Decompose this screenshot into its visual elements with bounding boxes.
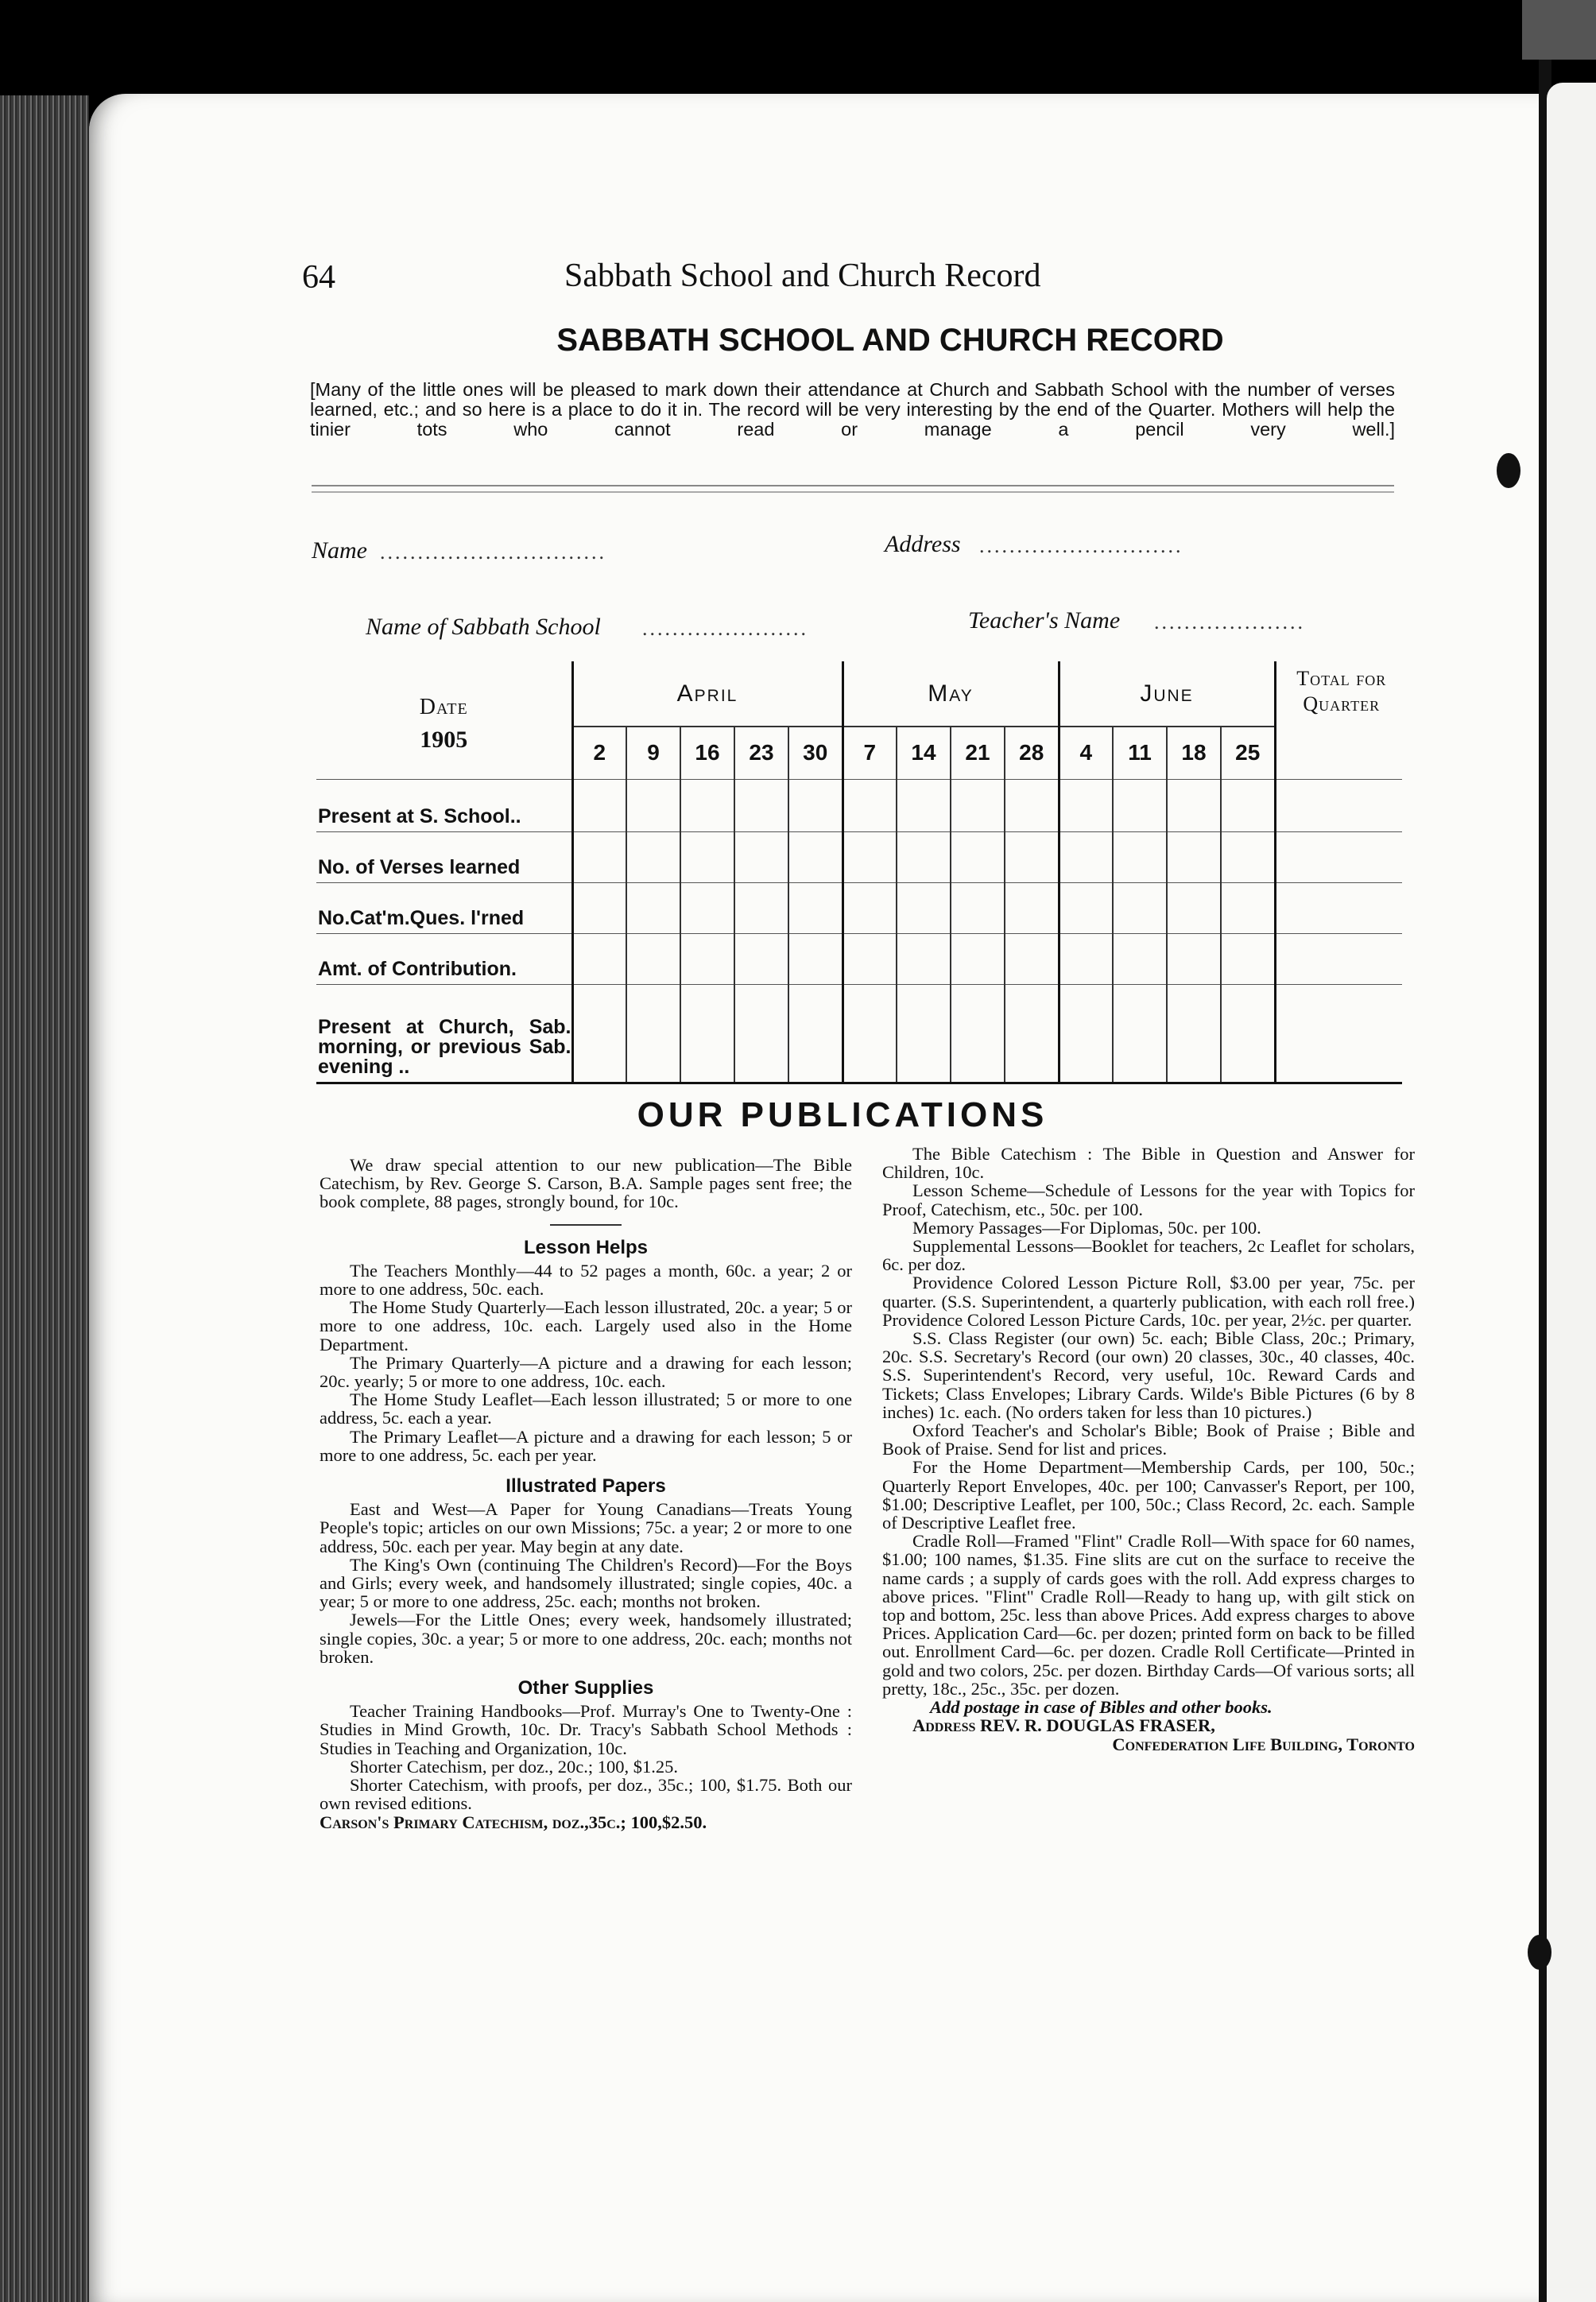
table-row bbox=[316, 831, 1402, 882]
list-item: Shorter Catechism, with proofs, per doz., 35c.; 100, $1.75. Both our own revised editions. bbox=[320, 1775, 852, 1814]
divider bbox=[312, 485, 1394, 486]
list-item: The Primary Leaflet—A picture and a drawing for each lesson; 5 or more to one address, 5c. each per year. bbox=[320, 1426, 852, 1465]
day-header: 18 bbox=[1167, 727, 1221, 779]
month-june: June bbox=[1059, 661, 1275, 727]
list-item: Providence Colored Lesson Picture Roll, $3.00 per year, 75c. per quarter. (S.S. Superintendent, a quarterly publication, with each roll free.) Providence Colored Lesson Picture Cards, 10c. per year, 2½c. per quarter. bbox=[882, 1273, 1415, 1330]
table-row bbox=[316, 779, 1402, 831]
year-header: 1905 bbox=[420, 727, 468, 753]
other-supplies-title: Other Supplies bbox=[517, 1677, 654, 1699]
illustrated-papers-title: Illustrated Papers bbox=[506, 1475, 666, 1498]
attendance-table bbox=[316, 661, 1402, 1084]
row-label: No. of Verses learned bbox=[316, 831, 572, 882]
total-header: Total for Quarter bbox=[1275, 661, 1402, 779]
table-row bbox=[316, 984, 1402, 1083]
page-corner-shadow bbox=[1522, 0, 1596, 60]
day-header: 28 bbox=[1005, 727, 1059, 779]
day-header: 30 bbox=[788, 727, 843, 779]
address-label: Address bbox=[885, 531, 961, 557]
list-item: Oxford Teacher's and Scholar's Bible; Book of Praise ; Bible and Book of Praise. Send for list and prices. bbox=[882, 1420, 1415, 1459]
book-page-edges bbox=[0, 95, 89, 2302]
list-item: Memory Passages—For Diplomas, 50c. per 100. bbox=[912, 1217, 1261, 1238]
list-item: Cradle Roll—Framed "Flint" Cradle Roll—With space for 60 names, $1.00; 100 names, $1.35. Fine slits are cut on the surface to receive the name cards ; a supply of cards goes with the roll. Add express charges to above prices. "Flint" Cradle Roll—Ready to hang up, with gilt stick on top and bottom, 25c. less than above Prices. Add express charges to above Prices. Application Card—6c. per dozen; printed form on back to be filled out. Enrollment Card—6c. per dozen. Cradle Roll Certificate—Printed in gold and two colors, 25c. per dozen. Birthday Cards—Of various sorts; all pretty, 18c., 25c., 35c. per dozen. bbox=[882, 1531, 1415, 1699]
lesson-helps-title: Lesson Helps bbox=[523, 1236, 649, 1258]
page-number: 64 bbox=[302, 259, 335, 296]
day-header: 9 bbox=[626, 727, 680, 779]
list-item: The Primary Quarterly—A picture and a drawing for each lesson; 20c. yearly; 5 or more to one address, 10c. each. bbox=[320, 1352, 852, 1392]
list-item: The King's Own (continuing The Children's Record)—For the Boys and Girls; every week, and handsomely illustrated; single copies, 40c. a year; 5 or more to one address, 25c. each; months not broken. bbox=[320, 1554, 852, 1612]
day-header: 16 bbox=[680, 727, 734, 779]
list-item: Shorter Catechism, per doz., 20c.; 100, $1.25. bbox=[350, 1756, 679, 1777]
day-header: 4 bbox=[1059, 727, 1113, 779]
day-header: 25 bbox=[1221, 727, 1275, 779]
facing-page-edge bbox=[1547, 83, 1596, 2302]
list-item: Supplemental Lessons—Booklet for teachers, 2c Leaflet for scholars, 6c. per doz. bbox=[882, 1236, 1415, 1275]
address-place: Confederation Life Building, Toronto bbox=[1112, 1734, 1415, 1754]
publications-right-column bbox=[882, 1145, 1415, 1754]
running-title: Sabbath School and Church Record bbox=[564, 258, 1041, 294]
day-header: 14 bbox=[897, 727, 951, 779]
address-fill-line[interactable]: ........................... bbox=[979, 534, 1183, 557]
name-label: Name bbox=[312, 537, 367, 564]
publications-heading: OUR PUBLICATIONS bbox=[637, 1095, 1048, 1134]
publications-left-column bbox=[320, 1156, 852, 1831]
day-header: 7 bbox=[843, 727, 897, 779]
day-header: 2 bbox=[572, 727, 626, 779]
teacher-label: Teacher's Name bbox=[968, 607, 1121, 634]
teacher-fill-line[interactable]: .................... bbox=[1154, 610, 1305, 634]
row-label: Present at S. School.. bbox=[316, 779, 572, 831]
list-item: The Home Study Leaflet—Each lesson illustrated; 5 or more to one address, 5c. each a year. bbox=[320, 1389, 852, 1428]
school-label: Name of Sabbath School bbox=[366, 614, 601, 640]
list-item: The Bible Catechism : The Bible in Question and Answer for Children, 10c. bbox=[882, 1144, 1415, 1183]
month-april: April bbox=[572, 661, 843, 727]
row-label: No.Cat'm.Ques. l'rned bbox=[316, 882, 572, 933]
row-label: Amt. of Contribution. bbox=[316, 933, 572, 984]
address-line: Address REV. R. DOUGLAS FRASER, bbox=[912, 1715, 1215, 1736]
day-header: 23 bbox=[734, 727, 788, 779]
binding-hole-icon bbox=[1528, 1935, 1551, 1970]
divider bbox=[550, 1224, 622, 1226]
list-item: Lesson Scheme—Schedule of Lessons for the year with Topics for Proof, Catechism, etc., 50c. per 100. bbox=[882, 1180, 1415, 1219]
day-header: 21 bbox=[951, 727, 1005, 779]
row-label: Present at Church, Sab. morning, or previous Sab. evening .. bbox=[316, 984, 572, 1083]
record-intro: [Many of the little ones will be pleased to mark down their attendance at Church and Sabbath School with the number of verses learned, etc.; and so here is a place to do it in. The record will be very interesting by the end of the Quarter. Mothers will help the tinier tots who cannot read or manage a pencil very well.] bbox=[310, 379, 1395, 440]
record-title: SABBATH SCHOOL AND CHURCH RECORD bbox=[556, 323, 1224, 358]
divider bbox=[312, 491, 1394, 493]
postage-note: Add postage in case of Bibles and other books. bbox=[930, 1697, 1273, 1718]
intro-paragraph: We draw special attention to our new publication—The Bible Catechism, by Rev. George S. Carson, B.A. Sample pages sent free; the book complete, 88 pages, strongly bound, for 10c. bbox=[320, 1155, 852, 1212]
month-may: May bbox=[843, 661, 1059, 727]
day-header: 11 bbox=[1113, 727, 1167, 779]
list-item: The Home Study Quarterly—Each lesson illustrated, 20c. a year; 5 or more to one address, 10c. each. Largely used also in the Home Department. bbox=[320, 1297, 852, 1354]
list-item: Teacher Training Handbooks—Prof. Murray's One to Twenty-One : Studies in Mind Growth, 10c. Dr. Tracy's Sabbath School Methods : Studies in Teaching and Organization, 10c. bbox=[320, 1701, 852, 1758]
list-item: For the Home Department—Membership Cards, per 100, 50c.; Quarterly Report Envelopes, 40c. per 100; Canvasser's Report, per 100, $1.00; Descriptive Leaflet, per 100, 50c.; Class Record, 2c. each. Sample of Descriptive Leaflet free. bbox=[882, 1457, 1415, 1533]
list-item: S.S. Class Register (our own) 5c. each; Bible Class, 20c.; Primary, 20c. S.S. Secretary's Record (our own) 20 classes, 30c., 40 classes, 40c. S.S. Superintendent's Record, very useful, 10c. Reward Cards and Tickets; Class Envelopes; Library Cards. Wilde's Bible Pictures (6 by 8 inches) 1c. each. (No orders taken for less than 10 pictures.) bbox=[882, 1328, 1415, 1422]
table-row bbox=[316, 882, 1402, 933]
binding-hole-icon bbox=[1497, 453, 1520, 488]
list-item: Carson's Primary Catechism, doz.,35c.; 100,$2.50. bbox=[320, 1812, 707, 1832]
list-item: East and West—A Paper for Young Canadians—Treats Young People's topic; articles on our own Missions; 75c. a year; 2 or more to one address, 50c. each per year. May begin at any date. bbox=[320, 1499, 852, 1556]
school-fill-line[interactable]: ...................... bbox=[642, 617, 808, 640]
list-item: Jewels—For the Little Ones; every week, handsomely illustrated; single copies, 30c. a year; 5 or more to one address, 20c. each; months not broken. bbox=[320, 1610, 852, 1667]
table-row bbox=[316, 933, 1402, 984]
date-header: Date bbox=[419, 695, 468, 719]
name-fill-line[interactable]: .............................. bbox=[380, 541, 606, 564]
list-item: The Teachers Monthly—44 to 52 pages a month, 60c. a year; 2 or more to one address, 50c. each. bbox=[320, 1260, 852, 1300]
